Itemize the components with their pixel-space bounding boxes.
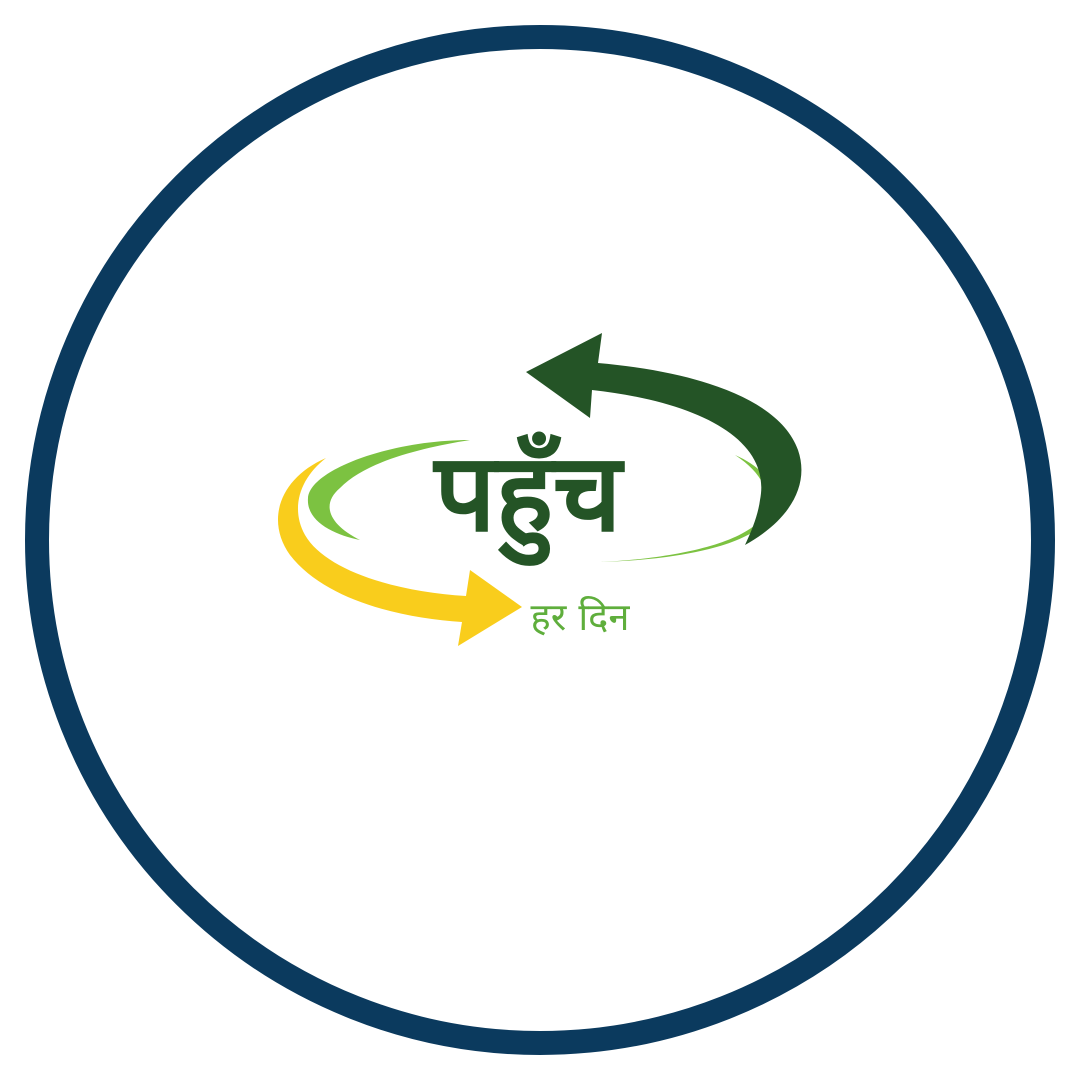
light-green-swoosh-right <box>600 455 774 562</box>
brand-tagline: हर दिन <box>530 595 630 639</box>
brand-title: पहुँच <box>434 431 622 556</box>
